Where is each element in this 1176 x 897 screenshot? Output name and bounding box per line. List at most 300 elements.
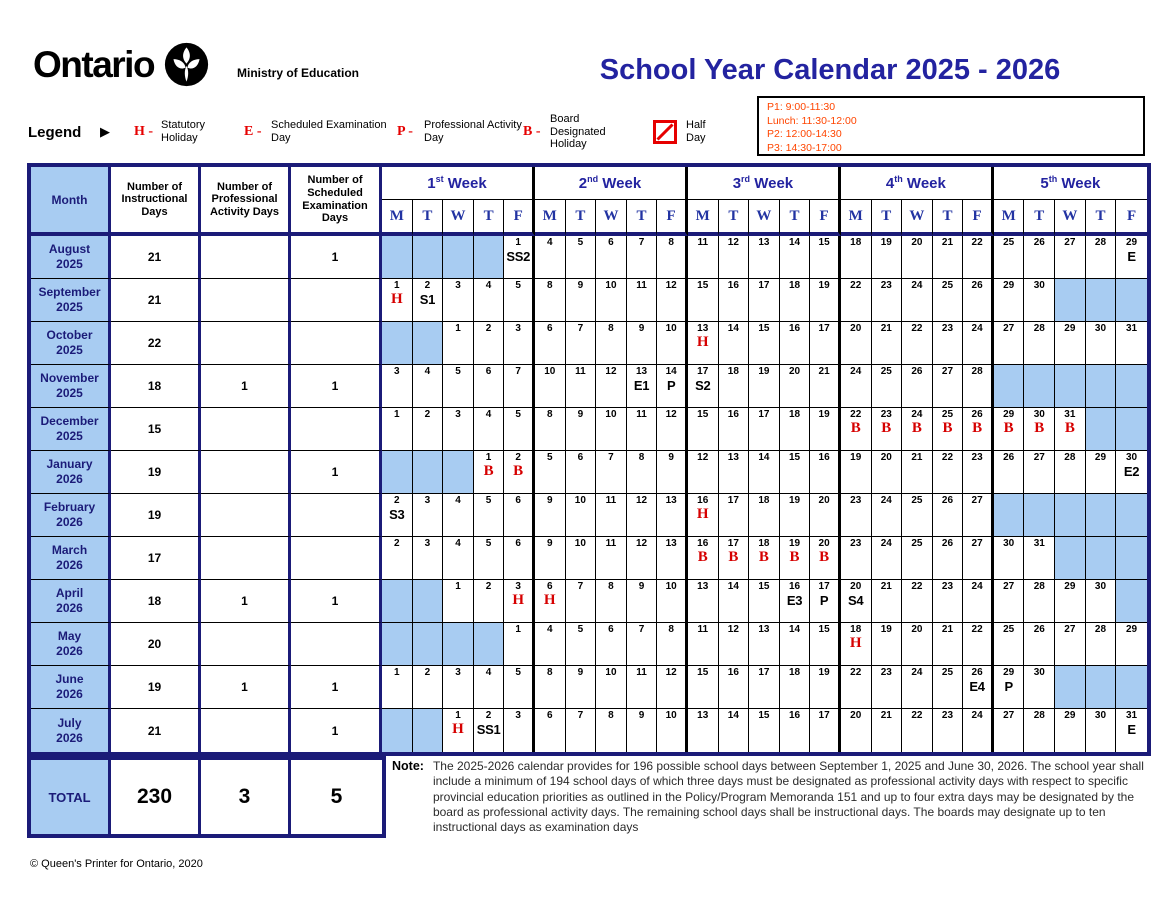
day-cell — [749, 537, 780, 580]
day-cell — [657, 236, 688, 279]
day-marker: B — [758, 549, 769, 565]
day-cell — [535, 365, 566, 408]
day-number: 22 — [850, 409, 862, 420]
legend-symbol: B - — [523, 124, 541, 139]
day-number: 1 — [455, 581, 461, 592]
day-cell — [749, 279, 780, 322]
day-number: 20 — [850, 710, 862, 721]
day-cell — [688, 322, 719, 365]
day-number: 16 — [788, 710, 801, 721]
day-cell — [749, 623, 780, 666]
day-number: 29 — [1094, 452, 1107, 463]
day-cell — [535, 537, 566, 580]
day-number: 2 — [485, 323, 492, 334]
day-number: 19 — [788, 538, 801, 549]
week-header: 4th Week — [841, 167, 994, 200]
day-cell — [504, 494, 535, 537]
day-number: 5 — [515, 409, 521, 420]
day-cell — [596, 666, 627, 709]
day-number: 21 — [941, 237, 954, 248]
day-number: 14 — [727, 710, 739, 721]
non-school-day-cell — [413, 623, 444, 666]
day-marker: E — [1127, 722, 1136, 737]
day-number: 23 — [941, 323, 954, 334]
day-cell — [780, 580, 811, 623]
day-cell — [657, 494, 688, 537]
day-of-week-header: M — [994, 200, 1025, 236]
day-cell — [1024, 623, 1055, 666]
day-cell — [1116, 623, 1147, 666]
day-number: 23 — [880, 280, 892, 291]
legend-item-label: Board Designated Holiday — [550, 112, 606, 151]
professional-days-cell: 1 — [201, 666, 291, 709]
day-number: 28 — [1033, 710, 1045, 721]
day-number: 7 — [638, 237, 645, 248]
non-school-day-cell — [382, 709, 413, 752]
month-year: 2025 — [56, 429, 83, 443]
day-number: 26 — [1033, 624, 1045, 635]
day-cell — [596, 365, 627, 408]
day-number: 25 — [941, 280, 954, 291]
examination-days-cell: 1 — [291, 709, 382, 752]
examination-days-cell — [291, 494, 382, 537]
day-number: 13 — [697, 581, 709, 592]
non-school-day-cell — [382, 322, 413, 365]
month-name: July — [57, 715, 82, 730]
day-cell — [474, 408, 505, 451]
day-cell — [627, 623, 658, 666]
day-cell — [535, 322, 566, 365]
day-marker: B — [1034, 420, 1045, 436]
day-of-week-header: T — [1024, 200, 1055, 236]
day-number: 25 — [911, 538, 923, 549]
day-cell — [719, 666, 750, 709]
day-number: 1 — [485, 452, 492, 463]
non-school-day-cell — [1055, 365, 1086, 408]
day-number: 19 — [880, 624, 892, 635]
day-cell — [413, 666, 444, 709]
month-name: March — [51, 543, 88, 557]
day-of-week-header: F — [504, 200, 535, 236]
day-number: 4 — [455, 538, 461, 549]
day-cell — [474, 580, 505, 623]
day-cell — [810, 451, 841, 494]
day-cell — [749, 236, 780, 279]
day-number: 25 — [941, 667, 954, 678]
day-number: 21 — [880, 581, 892, 592]
legend-item-label: Professional Activity Day — [424, 119, 522, 144]
non-school-day-cell — [994, 494, 1025, 537]
day-number: 13 — [635, 366, 648, 377]
day-cell — [1086, 709, 1117, 752]
day-number: 6 — [515, 538, 521, 549]
day-number: 26 — [1003, 452, 1015, 463]
day-cell — [535, 494, 566, 537]
day-cell — [963, 537, 994, 580]
day-number: 29 — [1003, 409, 1015, 420]
day-number: 22 — [850, 280, 862, 291]
day-number: 23 — [941, 710, 954, 721]
day-number: 23 — [971, 452, 983, 463]
day-number: 22 — [941, 452, 954, 463]
day-cell — [841, 236, 872, 279]
day-cell — [413, 365, 444, 408]
day-cell — [749, 365, 780, 408]
day-cell — [1024, 580, 1055, 623]
instructional-days-cell: 19 — [111, 666, 201, 709]
day-number: 14 — [788, 624, 801, 635]
month-year: 2026 — [56, 601, 83, 615]
day-marker: B — [513, 463, 524, 479]
day-number: 14 — [727, 581, 739, 592]
day-cell — [902, 709, 933, 752]
day-number: 9 — [638, 581, 645, 592]
day-number: 10 — [665, 710, 677, 721]
day-marker: H — [849, 635, 862, 651]
examination-days-cell — [291, 279, 382, 322]
day-cell — [994, 279, 1025, 322]
day-number: 29 — [1064, 581, 1076, 592]
day-marker: H — [390, 291, 403, 307]
day-number: 2 — [485, 710, 492, 721]
schedule-line: P3: 14:30-17:00 — [767, 141, 842, 154]
count-column-header: Number of Scheduled Examination Days — [291, 167, 382, 236]
day-number: 29 — [1125, 624, 1138, 635]
note-section — [392, 759, 1150, 836]
day-cell — [504, 451, 535, 494]
month-cell — [31, 322, 111, 365]
day-number: 13 — [697, 323, 709, 334]
day-cell — [1055, 580, 1086, 623]
day-cell — [719, 623, 750, 666]
professional-days-cell — [201, 279, 291, 322]
day-cell — [657, 666, 688, 709]
legend-row — [28, 110, 726, 154]
total-row — [27, 756, 386, 838]
month-year: 2026 — [56, 644, 83, 658]
day-cell — [872, 236, 903, 279]
day-number: 4 — [546, 624, 553, 635]
day-number: 16 — [788, 581, 801, 592]
day-cell — [1024, 451, 1055, 494]
day-number: 13 — [665, 495, 677, 506]
day-number: 30 — [1094, 581, 1107, 592]
day-number: 14 — [758, 452, 770, 463]
month-year: 2026 — [56, 472, 83, 486]
day-marker: E3 — [786, 593, 803, 608]
day-number: 15 — [758, 323, 770, 334]
day-cell — [1024, 537, 1055, 580]
day-number: 9 — [577, 409, 584, 420]
month-name: June — [55, 672, 84, 686]
day-cell — [657, 623, 688, 666]
day-cell — [902, 408, 933, 451]
day-of-week-header: T — [872, 200, 903, 236]
day-number: 24 — [880, 495, 892, 506]
day-number: 12 — [665, 280, 677, 291]
day-cell — [810, 709, 841, 752]
day-number: 12 — [605, 366, 617, 377]
day-cell — [1086, 580, 1117, 623]
day-number: 27 — [1003, 323, 1015, 334]
day-number: 31 — [1125, 710, 1138, 721]
day-number: 3 — [424, 495, 431, 506]
day-number: 26 — [971, 667, 983, 678]
day-number: 15 — [697, 409, 709, 420]
day-cell — [933, 537, 964, 580]
day-number: 19 — [818, 409, 830, 420]
day-cell — [810, 236, 841, 279]
day-cell — [627, 236, 658, 279]
day-number: 7 — [638, 624, 645, 635]
day-cell — [474, 494, 505, 537]
day-cell — [657, 451, 688, 494]
day-number: 17 — [758, 280, 770, 291]
month-cell — [31, 279, 111, 322]
day-cell — [841, 537, 872, 580]
instructional-days-cell: 18 — [111, 365, 201, 408]
day-cell — [872, 666, 903, 709]
day-number: 3 — [515, 323, 521, 334]
total-examination: 5 — [291, 760, 382, 834]
day-number: 19 — [818, 667, 830, 678]
day-of-week-header: T — [627, 200, 658, 236]
day-marker: S1 — [419, 292, 436, 307]
week-header: 2nd Week — [535, 167, 688, 200]
week-header: 3rd Week — [688, 167, 841, 200]
day-cell — [382, 408, 413, 451]
calendar-grid — [27, 163, 1151, 756]
day-number: 5 — [577, 624, 584, 635]
day-cell — [657, 580, 688, 623]
day-cell — [749, 494, 780, 537]
day-cell — [1024, 666, 1055, 709]
ontario-logo-text: Ontario — [33, 43, 155, 85]
day-cell — [841, 623, 872, 666]
day-cell — [1024, 408, 1055, 451]
day-cell — [1055, 451, 1086, 494]
day-cell — [933, 580, 964, 623]
day-number: 20 — [911, 624, 923, 635]
day-cell — [566, 537, 597, 580]
instructional-days-cell: 21 — [111, 709, 201, 752]
day-cell — [627, 279, 658, 322]
day-number: 4 — [485, 280, 492, 291]
day-number: 18 — [788, 667, 801, 678]
day-of-week-header: F — [810, 200, 841, 236]
non-school-day-cell — [382, 580, 413, 623]
day-number: 21 — [818, 366, 830, 377]
non-school-day-cell — [1086, 365, 1117, 408]
day-number: 10 — [574, 538, 586, 549]
day-cell — [535, 623, 566, 666]
day-number: 18 — [788, 280, 801, 291]
day-number: 15 — [697, 280, 709, 291]
day-cell — [780, 279, 811, 322]
day-cell — [596, 537, 627, 580]
day-number: 16 — [818, 452, 830, 463]
legend-item-label: Scheduled Examination Day — [271, 119, 387, 144]
day-number: 28 — [1094, 237, 1107, 248]
day-number: 12 — [727, 624, 739, 635]
day-number: 28 — [1064, 452, 1076, 463]
day-cell — [841, 666, 872, 709]
day-cell — [719, 322, 750, 365]
day-cell — [382, 494, 413, 537]
total-instructional: 230 — [111, 760, 201, 834]
day-marker: H — [696, 506, 709, 522]
day-number: 15 — [697, 667, 709, 678]
day-cell — [535, 236, 566, 279]
day-marker: E — [1127, 249, 1136, 264]
day-cell — [657, 322, 688, 365]
day-number: 23 — [941, 581, 954, 592]
day-number: 3 — [515, 710, 521, 721]
non-school-day-cell — [1086, 666, 1117, 709]
examination-days-cell: 1 — [291, 236, 382, 279]
day-number: 8 — [638, 452, 645, 463]
day-marker: H — [452, 721, 464, 737]
day-number: 22 — [971, 624, 983, 635]
day-number: 29 — [1003, 667, 1015, 678]
day-number: 2 — [424, 667, 431, 678]
day-marker: E4 — [969, 679, 985, 694]
day-number: 6 — [608, 624, 614, 635]
day-number: 3 — [455, 409, 461, 420]
month-cell — [31, 666, 111, 709]
month-cell — [31, 623, 111, 666]
day-number: 24 — [911, 280, 923, 291]
day-of-week-header: T — [719, 200, 750, 236]
day-marker: B — [819, 549, 830, 565]
day-number: 12 — [665, 409, 677, 420]
day-number: 20 — [788, 366, 801, 377]
day-cell — [535, 580, 566, 623]
day-marker: SS2 — [506, 249, 530, 264]
day-marker: SS1 — [476, 722, 501, 737]
day-cell — [535, 709, 566, 752]
day-cell — [535, 451, 566, 494]
non-school-day-cell — [443, 451, 474, 494]
day-cell — [994, 236, 1025, 279]
day-cell — [780, 494, 811, 537]
day-number: 18 — [850, 624, 862, 635]
day-number: 13 — [697, 710, 709, 721]
day-cell — [963, 623, 994, 666]
day-cell — [566, 666, 597, 709]
day-number: 10 — [605, 667, 617, 678]
day-cell — [1086, 451, 1117, 494]
day-cell — [719, 709, 750, 752]
day-cell — [963, 709, 994, 752]
day-number: 3 — [455, 280, 461, 291]
day-number: 2 — [485, 581, 492, 592]
day-cell — [443, 580, 474, 623]
day-number: 25 — [880, 366, 892, 377]
day-number: 24 — [911, 667, 923, 678]
day-cell — [596, 494, 627, 537]
day-cell — [780, 666, 811, 709]
day-of-week-header: T — [413, 200, 444, 236]
day-cell — [1024, 236, 1055, 279]
day-cell — [810, 537, 841, 580]
day-number: 4 — [455, 495, 461, 506]
day-cell — [627, 666, 658, 709]
day-number: 16 — [727, 667, 739, 678]
day-number: 27 — [971, 538, 983, 549]
day-cell — [841, 322, 872, 365]
day-number: 11 — [697, 237, 709, 248]
instructional-days-cell: 15 — [111, 408, 201, 451]
examination-days-cell — [291, 322, 382, 365]
instructional-days-cell: 19 — [111, 451, 201, 494]
day-number: 9 — [638, 323, 645, 334]
day-number: 17 — [818, 581, 830, 592]
day-marker: S2 — [695, 378, 711, 393]
month-year: 2026 — [56, 558, 83, 572]
day-marker: B — [850, 420, 861, 436]
day-cell — [566, 322, 597, 365]
day-cell — [902, 365, 933, 408]
day-of-week-header: F — [657, 200, 688, 236]
day-cell — [688, 537, 719, 580]
examination-days-cell — [291, 623, 382, 666]
day-number: 15 — [758, 710, 770, 721]
day-of-week-header: T — [474, 200, 505, 236]
day-cell — [841, 408, 872, 451]
half-day-label: Half Day — [686, 119, 706, 144]
day-marker: B — [1064, 420, 1075, 436]
month-column-header: Month — [31, 167, 111, 236]
day-cell — [780, 451, 811, 494]
day-cell — [688, 451, 719, 494]
legend-symbol: P - — [397, 124, 413, 139]
day-marker: B — [728, 549, 739, 565]
day-number: 16 — [788, 323, 801, 334]
day-cell — [994, 623, 1025, 666]
day-number: 3 — [515, 581, 521, 592]
month-year: 2025 — [56, 343, 83, 357]
day-marker: P — [666, 378, 676, 393]
day-cell — [382, 537, 413, 580]
month-name: May — [57, 629, 82, 643]
day-number: 8 — [668, 237, 674, 248]
day-cell — [443, 365, 474, 408]
day-number: 3 — [394, 366, 400, 377]
day-cell — [474, 322, 505, 365]
day-cell — [780, 623, 811, 666]
instructional-days-cell: 17 — [111, 537, 201, 580]
day-number: 12 — [727, 237, 739, 248]
day-cell — [963, 236, 994, 279]
day-number: 21 — [880, 323, 892, 334]
day-number: 18 — [788, 409, 801, 420]
half-day-icon — [653, 120, 677, 144]
month-name: December — [40, 414, 99, 428]
day-number: 8 — [546, 409, 553, 420]
day-number: 14 — [727, 323, 739, 334]
non-school-day-cell — [1055, 537, 1086, 580]
day-number: 31 — [1125, 323, 1138, 334]
day-number: 15 — [818, 237, 830, 248]
day-number: 13 — [727, 452, 739, 463]
day-cell — [443, 494, 474, 537]
day-number: 5 — [485, 538, 492, 549]
day-number: 17 — [727, 538, 739, 549]
day-cell — [1116, 236, 1147, 279]
examination-days-cell: 1 — [291, 451, 382, 494]
day-number: 8 — [608, 710, 614, 721]
